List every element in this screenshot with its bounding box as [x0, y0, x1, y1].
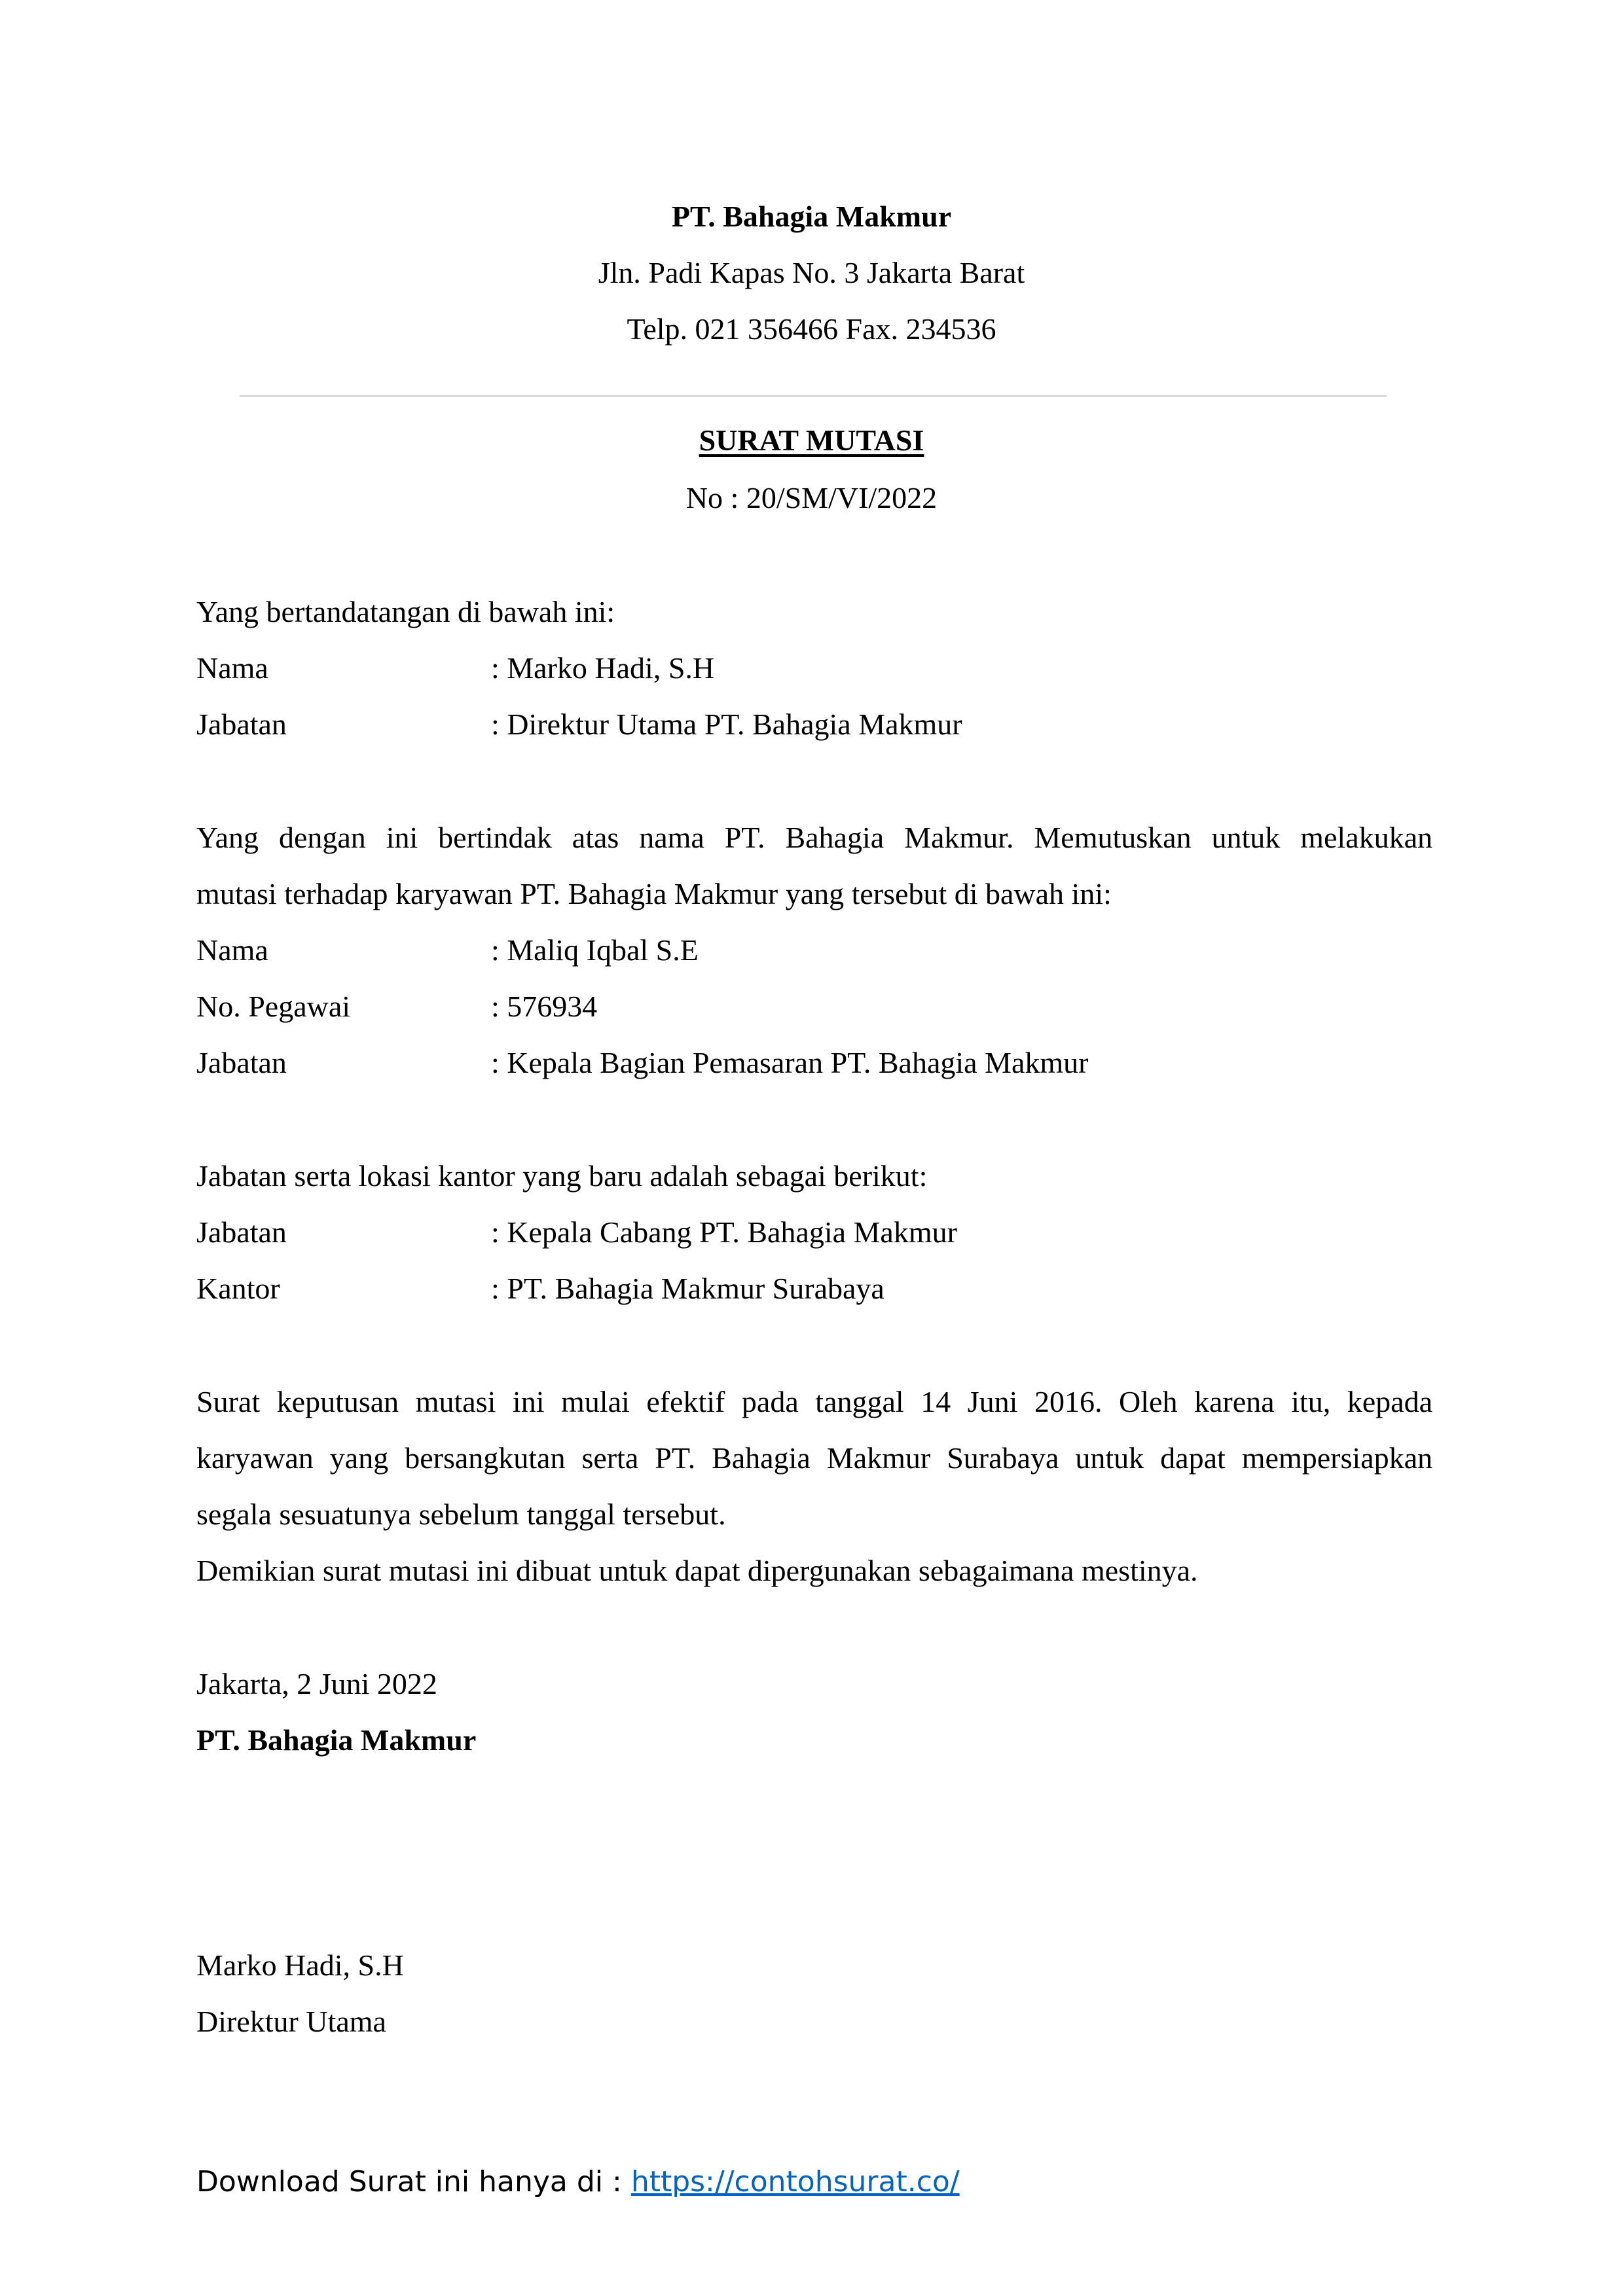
employee-name-value: : Maliq Iqbal S.E	[491, 933, 699, 967]
new-position-label: Jabatan	[196, 1215, 287, 1249]
signatory-position: Direktur Utama	[196, 2005, 386, 2038]
employee-position-value: : Kepala Bagian Pemasaran PT. Bahagia Makmur	[491, 1046, 1089, 1079]
letter-number: No : 20/SM/VI/2022	[685, 481, 938, 514]
closing-line-2: karyawan yang bersangkutan serta PT. Bahagia Makmur Surabaya untuk dapat mempersiapkan	[196, 1441, 1432, 1475]
header-divider	[240, 395, 1387, 397]
company-contact: Telp. 021 356466 Fax. 234536	[627, 312, 996, 346]
closing-line-3: segala sesuatunya sebelum tanggal tersebut.	[196, 1498, 726, 1531]
signatory-name: Marko Hadi, S.H	[196, 1948, 404, 1982]
company-address: Jln. Padi Kapas No. 3 Jakarta Barat	[598, 256, 1025, 289]
signatory-intro: Yang bertandatangan di bawah ini:	[196, 595, 615, 628]
new-position-value: : Kepala Cabang PT. Bahagia Makmur	[491, 1215, 957, 1249]
footer-text: Download Surat ini hanya di :	[196, 2165, 631, 2198]
company-name: PT. Bahagia Makmur	[671, 200, 952, 233]
signatory-position-value: : Direktur Utama PT. Bahagia Makmur	[491, 708, 962, 741]
decision-line-2: mutasi terhadap karyawan PT. Bahagia Makmur yang tersebut di bawah ini:	[196, 877, 1112, 910]
employee-number-label: No. Pegawai	[196, 990, 351, 1023]
closing-line-1: Surat keputusan mutasi ini mulai efektif pada tanggal 14 Juni 2016. Oleh karena itu, kepada	[196, 1385, 1432, 1418]
new-office-value: : PT. Bahagia Makmur Surabaya	[491, 1272, 884, 1305]
footer-link[interactable]: https://contohsurat.co/	[630, 2165, 960, 2198]
decision-line-1: Yang dengan ini bertindak atas nama PT. Bahagia Makmur. Memutuskan untuk melakukan	[196, 821, 1432, 854]
place-date: Jakarta, 2 Juni 2022	[196, 1667, 437, 1700]
employee-number-value: : 576934	[491, 990, 598, 1023]
employee-position-label: Jabatan	[196, 1046, 287, 1079]
signatory-position-label: Jabatan	[196, 708, 287, 741]
signatory-name-value: : Marko Hadi, S.H	[491, 651, 715, 685]
employee-name-label: Nama	[196, 933, 268, 967]
signature-company: PT. Bahagia Makmur	[196, 1723, 477, 1757]
new-position-intro: Jabatan serta lokasi kantor yang baru adalah sebagai berikut:	[196, 1159, 928, 1193]
new-office-label: Kantor	[196, 1272, 280, 1305]
letter-title-text: SURAT MUTASI	[699, 423, 924, 457]
closing-line-4: Demikian surat mutasi ini dibuat untuk dapat dipergunakan sebagaimana mestinya.	[196, 1554, 1198, 1587]
signatory-name-label: Nama	[196, 651, 268, 685]
letter-title	[0, 425, 1623, 456]
download-footer	[196, 2165, 960, 2198]
